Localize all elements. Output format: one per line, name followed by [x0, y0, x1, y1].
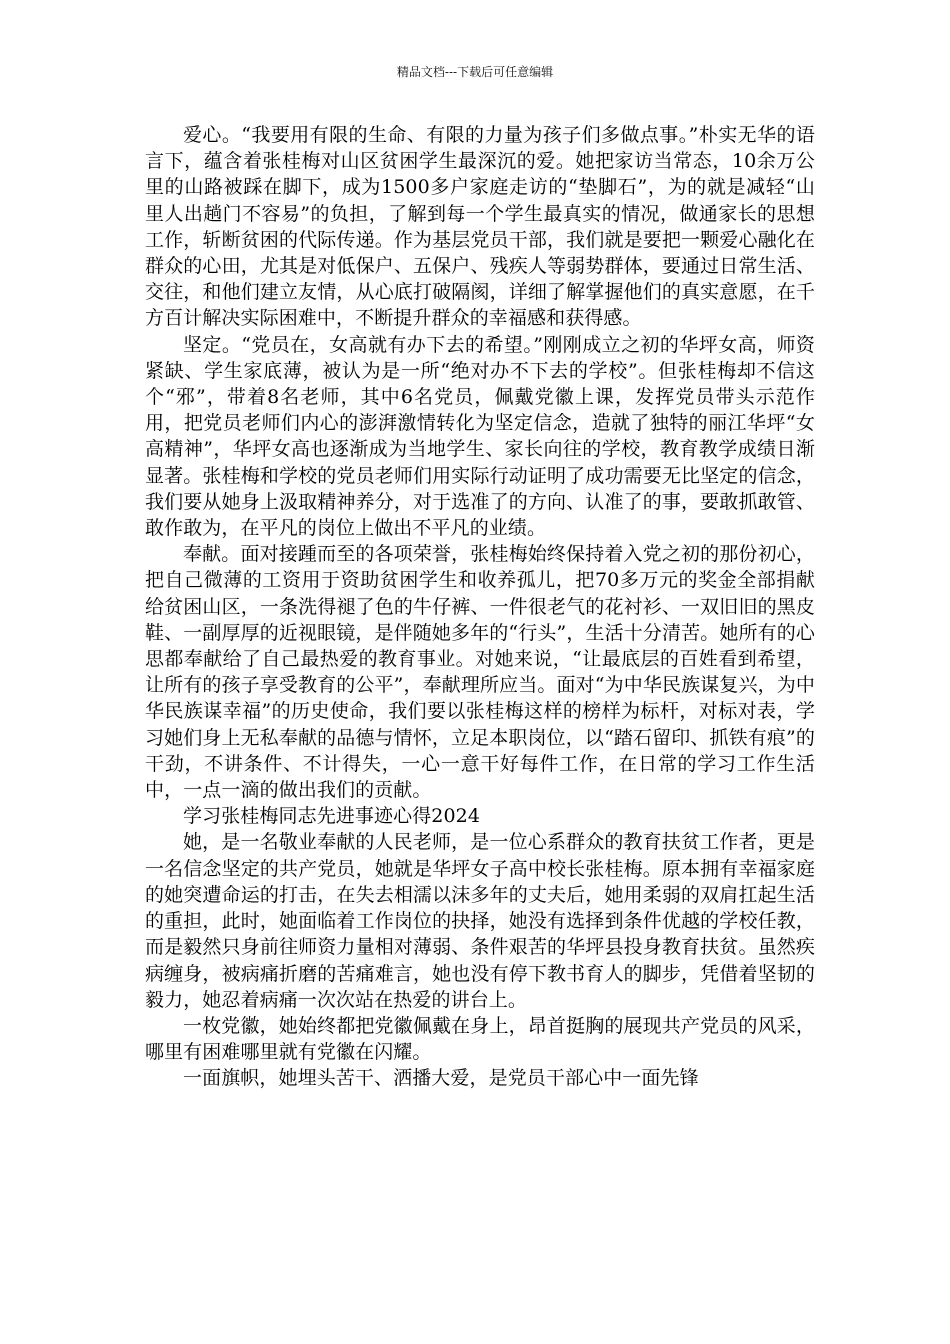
paragraph-party-badge: 一枚党徽，她始终都把党徽佩戴在身上，昂首挺胸的展现共产党员的风采，哪里有困难哪里就有党徽在闪耀。: [145, 1014, 815, 1064]
page-header: 精品文档---下载后可任意编辑: [396, 65, 554, 79]
paragraph-firmness: 坚定。“党员在，女高就有办下去的希望。”刚刚成立之初的华坪女高，师资紧缺、学生家底薄，被认为是一所“绝对办不下去的学校”。但张桂梅却不信这个“邪”，带着8名老师，其中6名党员，佩戴党徽上课，发挥党员带头示范作用，把党员老师们内心的澎湃激情转化为坚定信念，造就了独特的丽江华坪“女高精神”，华坪女高也逐渐成为当地学生、家长向往的学校，教育教学成绩日渐显著。张桂梅和学校的党员老师们用实际行动证明了成功需要无比坚定的信念，我们要从她身上汲取精神养分，对于选准了的方向、认准了的事，要敢抓敢管、敢作敢为，在平凡的岗位上做出不平凡的业绩。: [145, 333, 815, 540]
document-body: [145, 122, 815, 1092]
paragraph-intro: 她，是一名敬业奉献的人民老师，是一位心系群众的教育扶贫工作者，更是一名信念坚定的共产党员，她就是华坪女子高中校长张桂梅。原本拥有幸福家庭的她突遭命运的打击，在失去相濡以沫多年的丈夫后，她用柔弱的双肩扛起生活的重担，此时，她面临着工作岗位的抉择，她没有选择到条件优越的学校任教，而是毅然只身前往师资力量相对薄弱、条件艰苦的华坪县投身教育扶贫。虽然疾病缠身，被病痛折磨的苦痛难言，她也没有停下教书育人的脚步，凭借着坚韧的毅力，她忍着病痛一次次站在热爱的讲台上。: [145, 831, 815, 1011]
paragraph-love: 爱心。“我要用有限的生命、有限的力量为孩子们多做点事。”朴实无华的语言下，蕴含着张桂梅对山区贫困学生最深沉的爱。她把家访当常态，10余万公里的山路被踩在脚下，成为1500多户家庭走访的“垫脚石”，为的就是减轻“山里人出趟门不容易”的负担，了解到每一个学生最真实的情况，做通家长的思想工作，斩断贫困的代际传递。作为基层党员干部，我们就是要把一颗爱心融化在群众的心田，尤其是对低保户、五保户、残疾人等弱势群体，要通过日常生活、交往，和他们建立友情，从心底打破隔阂，详细了解掌握他们的真实意愿，在千方百计解决实际困难中，不断提升群众的幸福感和获得感。: [145, 124, 815, 330]
section-title: 学习张桂梅同志先进事迹心得2024: [183, 805, 481, 828]
paragraph-banner: 一面旗帜，她埋头苦干、洒播大爱，是党员干部心中一面先锋: [183, 1067, 699, 1090]
paragraph-dedication: 奉献。面对接踵而至的各项荣誉，张桂梅始终保持着入党之初的那份初心，把自己微薄的工资用于资助贫困学生和收养孤儿，把70多万元的奖金全部捐献给贫困山区，一条洗得褪了色的牛仔裤、一件很老气的花衬衫、一双旧旧的黑皮鞋、一副厚厚的近视眼镜，是伴随她多年的“行头”，生活十分清苦。她所有的心思都奉献给了自己最热爱的教育事业。对她来说，“让最底层的百姓看到希望，让所有的孩子享受教育的公平”，奉献理所应当。面对“为中华民族谋复兴，为中华民族谋幸福”的历史使命，我们要以张桂梅这样的榜样为标杆，对标对表，学习她们身上无私奉献的品德与情怀，立足本职岗位，以“踏石留印、抓铁有痕”的干劲，不讲条件、不计得失，一心一意干好每件工作，在日常的学习工作生活中，一点一滴的做出我们的贡献。: [145, 543, 815, 802]
